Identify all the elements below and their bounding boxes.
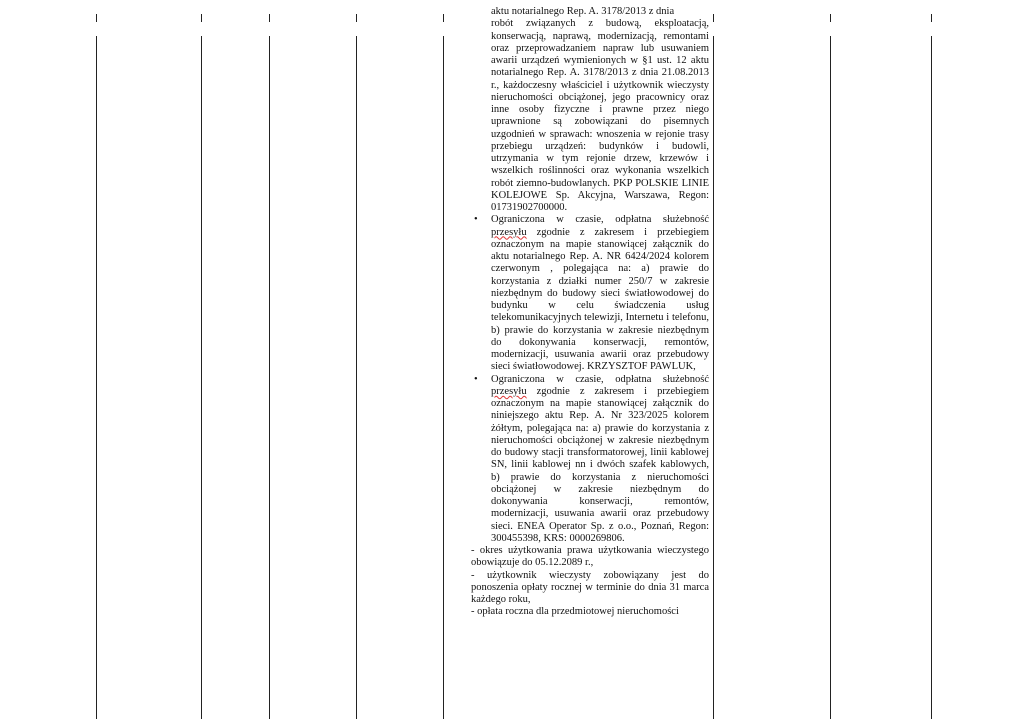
- column-border: [931, 36, 932, 719]
- dash-item: - użytkownik wieczysty zobowiązany jest do ponoszenia opłaty rocznej w terminie do dnia 31 marca każdego roku,: [471, 569, 709, 605]
- column-tick: [96, 14, 97, 22]
- continuation-paragraph: robót związanych z budową, eksploatacją, konserwacją, naprawą, modernizacją, remontami oraz przeprowadzaniem napraw lub usuwaniem awarii urządzeń wymienionych w §1 ust. 12 aktu notarialnego Rep. A. 3178/2013 z dnia 21.08.2013 r., każdoczesny właściciel i użytkownik wieczysty nieruchomości obciążonej, jego pracownicy oraz inne osoby fizyczne i prawne przez niego uprawnione są zobowiązani do pisemnych uzgodnień w sprawach: wnoszenia w rejonie trasy przebiegu urządzeń: budynków i budowli, utrzymania w tym rejonie drzew, krzewów i wszelkich roślinności oraz wykonania wszelkich robót ziemno-budowlanych. PKP POLSKIE LINIE KOLEJOWE Sp. Akcyjna, Warszawa, Regon: 01731902700000.: [491, 18, 709, 213]
- column-border: [713, 36, 714, 719]
- column-border: [443, 36, 444, 719]
- list-item: • Ograniczona w czasie, odpłatna służebność przesyłu zgodnie z zakresem i przebiegiem oznaczonym na mapie stanowiącej załącznik do niniejszego aktu Rep. A. Nr 323/2025 kolorem żółtym, polegająca na: a) prawie do korzystania z nieruchomości obciążonej w zakresie niezbędnym do budowy stacji transformatorowej, linii kablowej SN, linii kablowej nn i dwóch szafek kablowych, b) prawie do korzystania z nieruchomości obciążonej w zakresie niezbędnym do dokonywania konserwacji, remontów, modernizacji, usuwania awarii oraz przebudowy sieci. ENEA Operator Sp. z o.o., Poznań, Regon: 300455398, KRS: 0000269806.: [474, 373, 709, 544]
- column-border: [201, 36, 202, 719]
- column-tick: [713, 14, 714, 22]
- column-border: [356, 36, 357, 719]
- spellcheck-word: przesyłu: [491, 226, 527, 238]
- clipped-line: aktu notarialnego Rep. A. 3178/2013 z dnia: [491, 6, 675, 17]
- column-tick: [356, 14, 357, 22]
- column-tick: [830, 14, 831, 22]
- column-border: [269, 36, 270, 719]
- column-tick: [443, 14, 444, 22]
- easement-list: [471, 214, 709, 545]
- column-tick: [201, 14, 202, 22]
- bullet-icon: •: [474, 214, 478, 226]
- bullet-icon: •: [474, 373, 478, 385]
- list-item: • Ograniczona w czasie, odpłatna służebność przesyłu zgodnie z zakresem i przebiegiem oznaczonym na mapie stanowiącej załącznik do aktu notarialnego Rep. A. NR 6424/2024 kolorem czerwonym , polegająca na: a) prawie do korzystania z działki numer 250/7 w zakresie niezbędnym do budowy sieci światłowodowej do budynku w celu świadczenia usług telekomunikacyjnych telewizji, Internetu i telefonu, b) prawie do korzystania w zakresie niezbędnym do dokonywania konserwacji, remontów, modernizacji, usuwania awarii oraz przebudowy sieci światłowodowej. KRZYSZTOF PAWLUK,: [474, 214, 709, 373]
- column-tick: [269, 14, 270, 22]
- encumbrance-cell: [471, 6, 709, 619]
- dash-item: - okres użytkowania prawa użytkowania wieczystego obowiązuje do 05.12.2089 r.,: [471, 545, 709, 569]
- column-border: [830, 36, 831, 719]
- dash-item: - opłata roczna dla przedmiotowej nieruchomości: [471, 606, 679, 618]
- column-border: [96, 36, 97, 719]
- spellcheck-word: przesyłu: [491, 385, 527, 397]
- column-tick: [931, 14, 932, 22]
